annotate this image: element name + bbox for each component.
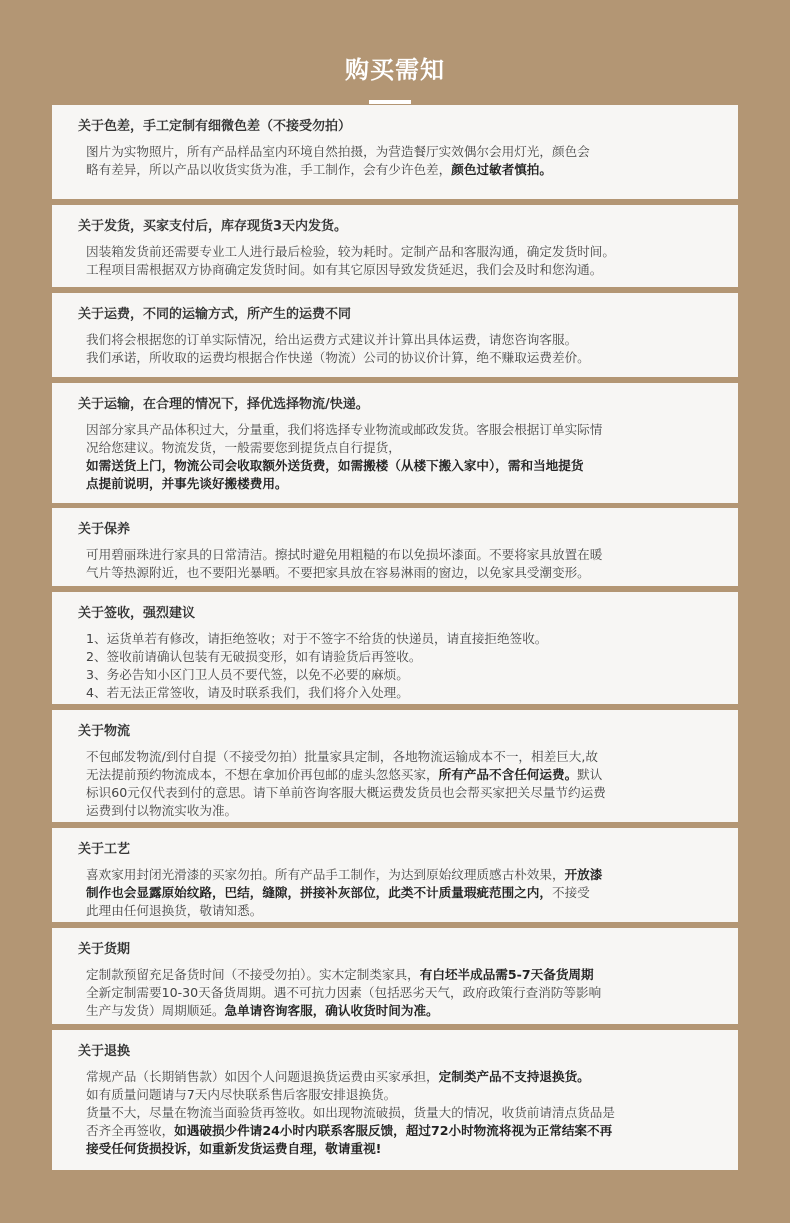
- notice-text: 否齐全再签收，: [86, 1123, 175, 1138]
- notice-text: 略有差异，所以产品以收货实货为准，手工制作，会有少许色差，: [86, 162, 452, 177]
- notice-text: 全新定制需要10-30天备货周期。遇不可抗力因素（包括恶劣天气，政府政策行查消防等影响: [86, 985, 602, 1000]
- notice-text: 因装箱发货前还需要专业工人进行最后检验，较为耗时。定制产品和客服沟通，确定发货时间。: [86, 244, 615, 259]
- notice-body: [78, 966, 716, 1020]
- notice-emphasis: 急单请咨询客服，确认收货时间为准。: [224, 1003, 439, 1018]
- notice-card: [52, 105, 738, 199]
- notice-body: [78, 546, 716, 582]
- notice-card: [52, 710, 738, 822]
- notice-heading: 关于发货，买家支付后，库存现货3天内发货。: [78, 219, 348, 234]
- notice-line: [86, 261, 716, 279]
- notice-text: 默认: [577, 767, 603, 782]
- notice-body: [78, 421, 716, 493]
- notice-body: [78, 866, 716, 920]
- notice-line: [86, 802, 716, 820]
- notice-line: [86, 1122, 716, 1140]
- notice-text: 气片等热源附近，也不要阳光暴晒。不要把家具放在容易淋雨的窗边，以免家具受潮变形。: [86, 565, 590, 580]
- notice-line: [86, 1068, 716, 1086]
- notice-text: 1、运货单若有修改，请拒绝签收；对于不签字不给货的快递员，请直接拒绝签收。: [86, 631, 548, 646]
- notice-line: [86, 666, 716, 684]
- notice-card: [52, 205, 738, 287]
- notice-text: 不包邮发物流/到付自提（不接受勿拍）批量家具定制，各地物流运输成本不一，相差巨大,故: [86, 749, 598, 764]
- notice-text: 3、务必告知小区门卫人员不要代签，以免不必要的麻烦。: [86, 667, 409, 682]
- notice-body: [78, 143, 716, 179]
- notice-line: [86, 349, 716, 367]
- notice-text: 常规产品（长期销售款）如因个人问题退换货运费由买家承担，: [86, 1069, 439, 1084]
- notice-heading: 关于退换: [78, 1044, 131, 1059]
- notice-text: 不接受: [551, 885, 590, 900]
- notice-emphasis: 定制类产品不支持退换货。: [438, 1069, 590, 1084]
- notice-text: 况给您建议。物流发货，一般需要您到提货点自行提货，: [86, 440, 401, 455]
- notice-line: [86, 984, 716, 1002]
- notice-body: [78, 630, 716, 702]
- notice-line: [86, 966, 716, 984]
- notice-body: [78, 748, 716, 820]
- notice-line: [86, 1086, 716, 1104]
- notice-card: [52, 828, 738, 922]
- notice-emphasis: 颜色过敏者慎拍。: [451, 162, 552, 177]
- notice-line: [86, 766, 716, 784]
- notice-line: [86, 143, 716, 161]
- notice-text: 我们将会根据您的订单实际情况，给出运费方式建议并计算出具体运费，请您咨询客服。: [86, 332, 578, 347]
- notice-text: 生产与发货）周期顺延。: [86, 1003, 225, 1018]
- notice-line: [86, 648, 716, 666]
- notice-text: 图片为实物照片，所有产品样品室内环境自然拍摄，为营造餐厅实效偶尔会用灯光，颜色会: [86, 144, 590, 159]
- notice-line: [86, 439, 716, 457]
- title-underline: [369, 100, 411, 104]
- notice-line: [86, 564, 716, 582]
- notice-line: [86, 1140, 716, 1158]
- notice-line: [86, 630, 716, 648]
- notice-emphasis: 点提前说明，并事先谈好搬楼费用。: [86, 476, 288, 491]
- notice-card: [52, 508, 738, 586]
- notice-heading: 关于签收，强烈建议: [78, 606, 196, 621]
- notice-line: [86, 546, 716, 564]
- notice-line: [86, 457, 716, 475]
- notice-emphasis: 如需送货上门，物流公司会收取额外送货费，如需搬楼（从楼下搬入家中），需和当地提货: [86, 458, 584, 473]
- notice-text: 无法提前预约物流成本，不想在拿加价再包邮的虚头忽悠买家，: [86, 767, 439, 782]
- notice-text: 如有质量问题请与7天内尽快联系售后客服安排退换货。: [86, 1087, 397, 1102]
- notice-heading: 关于货期: [78, 942, 131, 957]
- notice-line: [86, 331, 716, 349]
- notice-emphasis: 制作也会显露原始纹路，巴结，缝隙，拼接补灰部位，此类不计质量瑕疵范围之内，: [86, 885, 552, 900]
- notice-card: [52, 1030, 738, 1170]
- notice-text: 工程项目需根据双方协商确定发货时间。如有其它原因导致发货延迟，我们会及时和您沟通。: [86, 262, 603, 277]
- notice-text: 喜欢家用封闭光滑漆的买家勿拍。所有产品手工制作，为达到原始纹理质感古朴效果，: [86, 867, 565, 882]
- notice-emphasis: 开放漆: [564, 867, 603, 882]
- notice-line: [86, 475, 716, 493]
- notice-line: [86, 902, 716, 920]
- notice-emphasis: 有白坯半成品需5-7天备货周期: [419, 967, 594, 982]
- notice-text: 可用碧丽珠进行家具的日常清洁。擦拭时避免用粗糙的布以免损坏漆面。不要将家具放置在暖: [86, 547, 603, 562]
- notice-line: [86, 866, 716, 884]
- notice-body: [78, 1068, 716, 1158]
- notice-line: [86, 1104, 716, 1122]
- notice-heading: 关于色差，手工定制有细微色差（不接受勿拍）: [78, 119, 352, 134]
- notice-card: [52, 592, 738, 704]
- notice-line: [86, 684, 716, 702]
- notice-heading: 关于运费，不同的运输方式，所产生的运费不同: [78, 307, 352, 322]
- notice-text: 定制款预留充足备货时间（不接受勿拍）。实木定制类家具，: [86, 967, 420, 982]
- notice-heading: 关于保养: [78, 522, 131, 537]
- notice-text: 2、签收前请确认包装有无破损变形，如有请验货后再签收。: [86, 649, 422, 664]
- notice-line: [86, 1002, 716, 1020]
- notice-text: 4、若无法正常签收，请及时联系我们，我们将介入处理。: [86, 685, 409, 700]
- notice-text: 标识60元仅代表到付的意思。请下单前咨询客服大概运费发货员也会帮买家把关尽量节约运费: [86, 785, 606, 800]
- notice-text: 我们承诺，所收取的运费均根据合作快递（物流）公司的协议价计算，绝不赚取运费差价。: [86, 350, 590, 365]
- notice-heading: 关于物流: [78, 724, 131, 739]
- notice-line: [86, 243, 716, 261]
- notice-line: [86, 421, 716, 439]
- notice-heading: 关于运输，在合理的情况下，择优选择物流/快递。: [78, 397, 369, 412]
- notice-text: 货量不大，尽量在物流当面验货再签收。如出现物流破损，货量大的情况，收货前请清点货品是: [86, 1105, 615, 1120]
- notice-emphasis: 接受任何货损投诉，如重新发货运费自理，敬请重视!: [86, 1141, 382, 1156]
- notice-emphasis: 如遇破损少件请24小时内联系客服反馈，超过72小时物流将视为正常结案不再: [174, 1123, 613, 1138]
- notice-line: [86, 748, 716, 766]
- page-title: 购买需知: [345, 56, 445, 84]
- notice-body: [78, 331, 716, 367]
- notice-line: [86, 884, 716, 902]
- notice-text: 此理由任何退换货，敬请知悉。: [86, 903, 263, 918]
- notice-card: [52, 928, 738, 1024]
- notice-heading: 关于工艺: [78, 842, 131, 857]
- notice-body: [78, 243, 716, 279]
- notice-text: 因部分家具产品体积过大，分量重，我们将选择专业物流或邮政发货。客服会根据订单实际情: [86, 422, 603, 437]
- notice-line: [86, 784, 716, 802]
- notice-line: [86, 161, 716, 179]
- notice-card: [52, 293, 738, 377]
- notice-card: [52, 383, 738, 503]
- notice-text: 运费到付以物流实收为准。: [86, 803, 238, 818]
- notice-emphasis: 所有产品不含任何运费。: [438, 767, 578, 782]
